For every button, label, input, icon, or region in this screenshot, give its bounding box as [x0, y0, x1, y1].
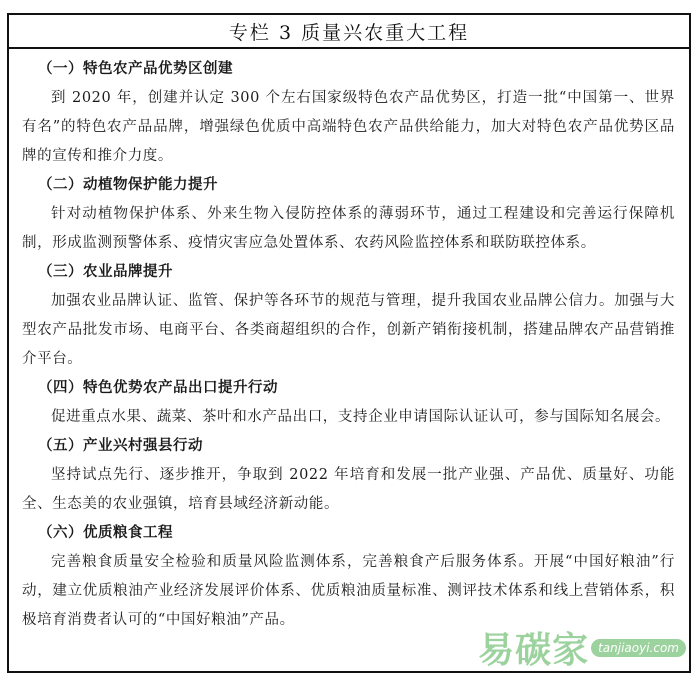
section-heading: （五）产业兴村强县行动: [38, 438, 203, 454]
section-heading: （一）特色农产品优势区创建: [38, 61, 233, 77]
section-body: 坚持试点先行、逐步推开，争取到 2022 年培育和发展一批产业强、产品优、质量好、功能全、生态美的农业强镇，培育县域经济新动能。: [22, 467, 675, 512]
section-1: [22, 55, 675, 171]
section-heading: （四）特色优势农产品出口提升行动: [38, 380, 278, 396]
section-6: [22, 519, 675, 635]
section-4: [22, 374, 675, 432]
section-3: [22, 258, 675, 374]
section-heading: （六）优质粮食工程: [38, 525, 173, 541]
section-heading: （三）农业品牌提升: [38, 264, 173, 280]
section-2: [22, 171, 675, 258]
section-5: [22, 432, 675, 519]
section-body: 到 2020 年，创建并认定 300 个左右国家级特色农产品优势区，打造一批“中国第一、世界有名”的特色农产品品牌，增强绿色优质中高端特色农产品供给能力，加大对特色农产品优势区品牌的宣传和推介力度。: [22, 90, 675, 164]
watermark-chinese: 易碳家: [478, 630, 590, 671]
watermark-latin: tanjiaoyi.com: [591, 639, 686, 657]
box-content: [9, 49, 689, 635]
section-body: 加强农业品牌认证、监管、保护等各环节的规范与管理，提升我国农业品牌公信力。加强与大型农产品批发市场、电商平台、各类商超组织的合作，创新产销衔接机制，搭建品牌农产品营销推介平台。: [22, 293, 675, 367]
box-title: 专栏 3 质量兴农重大工程: [9, 15, 689, 49]
section-body: 完善粮食质量安全检验和质量风险监测体系，完善粮食产后服务体系。开展“中国好粮油”行动，建立优质粮油产业经济发展评价体系、优质粮油质量标准、测评技术体系和线上营销体系，积极培育消费者认可的“中国好粮油”产品。: [22, 554, 675, 628]
section-heading: （二）动植物保护能力提升: [38, 177, 218, 193]
section-body: 针对动植物保护体系、外来生物入侵防控体系的薄弱环节，通过工程建设和完善运行保障机制，形成监测预警体系、疫情灾害应急处置体系、农药风险监控体系和联防联控体系。: [22, 206, 675, 251]
column-box: [7, 13, 691, 673]
section-body: 促进重点水果、蔬菜、茶叶和水产品出口，支持企业申请国际认证认可，参与国际知名展会。: [51, 409, 671, 425]
